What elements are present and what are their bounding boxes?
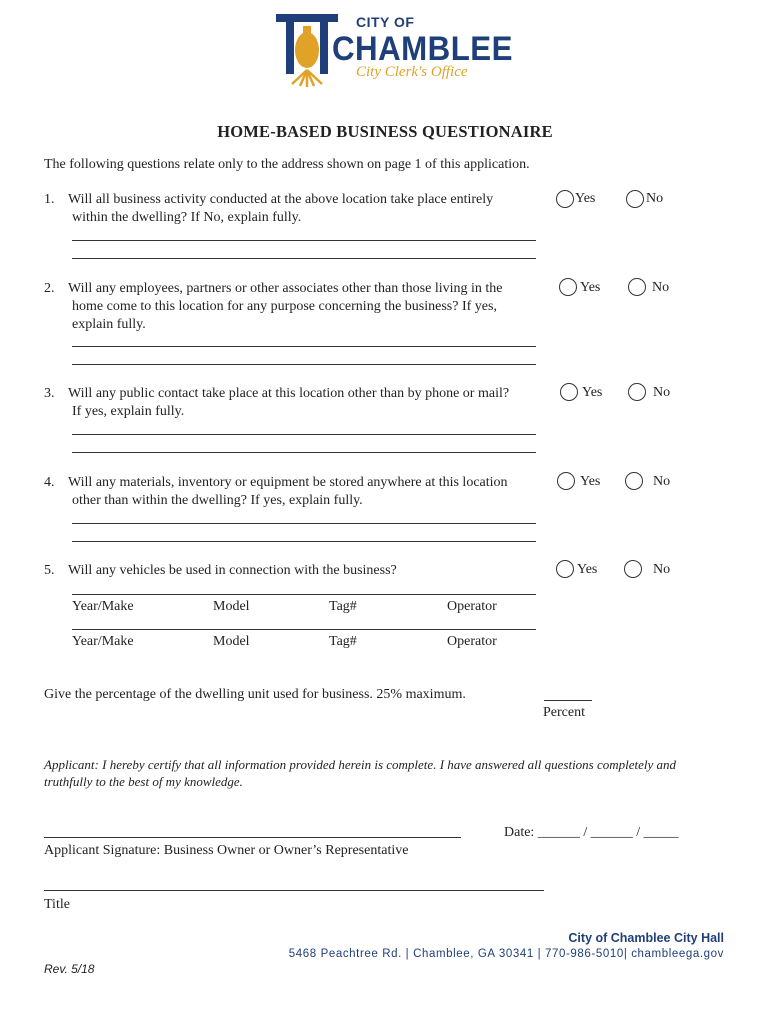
revision-label: Rev. 5/18: [44, 962, 95, 976]
question-4-answer-line-1[interactable]: [72, 523, 536, 524]
form-title: HOME-BASED BUSINESS QUESTIONAIRE: [217, 122, 553, 141]
intro-text: The following questions relate only to the address shown on page 1 of this application.: [44, 157, 530, 172]
question-1-no-label: No: [646, 191, 664, 206]
footer-office: City of Chamblee City Hall: [568, 931, 724, 945]
question-2-yes-radio[interactable]: [559, 278, 577, 296]
percentage-label: Give the percentage of the dwelling unit used for business. 25% maximum.: [44, 687, 466, 702]
percentage-input-line[interactable]: [544, 700, 592, 701]
date-field[interactable]: Date: ______ / ______ / _____: [504, 825, 679, 840]
signature-label: Applicant Signature: Business Owner or Owner’s Representative: [44, 843, 409, 858]
question-2-answer-line-1[interactable]: [72, 346, 536, 347]
question-4-text: Will any materials, inventory or equipment be stored anywhere at this location: [68, 475, 508, 490]
question-4-number: 4.: [44, 475, 55, 490]
question-1-yes-radio[interactable]: [556, 190, 574, 208]
question-3-no-radio[interactable]: [628, 383, 646, 401]
question-2-no-radio[interactable]: [628, 278, 646, 296]
vehicle-1-tag-label: Tag#: [329, 599, 357, 614]
vehicle-2-tag-label: Tag#: [329, 634, 357, 649]
question-2-number: 2.: [44, 281, 55, 296]
vehicle-1-operator-label: Operator: [447, 599, 497, 614]
question-3-number: 3.: [44, 386, 55, 401]
question-4-answer-line-2[interactable]: [72, 541, 536, 542]
vehicle-2-model-label: Model: [213, 634, 250, 649]
vehicle-2-line[interactable]: [72, 629, 536, 630]
title-label: Title: [44, 897, 70, 912]
question-4-text-2: other than within the dwelling? If yes, explain fully.: [72, 493, 363, 508]
signature-line[interactable]: [44, 837, 461, 838]
question-1-number: 1.: [44, 192, 55, 207]
question-2-yes-label: Yes: [580, 280, 601, 295]
question-1-yes-label: Yes: [575, 191, 596, 206]
logo-name-text: CHAMBLEE: [332, 30, 513, 68]
question-3-text-2: If yes, explain fully.: [72, 404, 185, 419]
question-1-text: Will all business activity conducted at the above location take place entirely: [68, 192, 494, 207]
question-3-yes-radio[interactable]: [560, 383, 578, 401]
question-4-no-radio[interactable]: [625, 472, 643, 490]
question-2-answer-line-2[interactable]: [72, 364, 536, 365]
question-1-answer-line-2[interactable]: [72, 258, 536, 259]
question-5-text: Will any vehicles be used in connection with the business?: [68, 563, 397, 578]
vehicle-2-year-make-label: Year/Make: [72, 634, 134, 649]
vehicle-1-line[interactable]: [72, 594, 536, 595]
question-3-no-label: No: [653, 385, 671, 400]
question-4-no-label: No: [653, 474, 671, 489]
question-2-no-label: No: [652, 280, 670, 295]
question-4-yes-label: Yes: [580, 474, 601, 489]
certification-text: Applicant: I hereby certify that all information provided herein is complete. I have answered all questions completely and truthfully to the best of my knowledge.: [44, 757, 677, 789]
question-5-no-radio[interactable]: [624, 560, 642, 578]
footer-address: 5468 Peachtree Rd. | Chamblee, GA 30341 | 770-986-5010| chambleega.gov: [288, 948, 724, 960]
vehicle-1-year-make-label: Year/Make: [72, 599, 134, 614]
logo-city-text: CITY OF: [356, 14, 415, 30]
question-1-answer-line-1[interactable]: [72, 240, 536, 241]
question-5-yes-label: Yes: [577, 562, 598, 577]
question-2-text-3: explain fully.: [72, 317, 146, 332]
question-4-yes-radio[interactable]: [557, 472, 575, 490]
question-3-text: Will any public contact take place at this location other than by phone or mail?: [68, 386, 510, 401]
title-line[interactable]: [44, 890, 544, 891]
percentage-unit: Percent: [543, 705, 585, 720]
question-3-answer-line-2[interactable]: [72, 452, 536, 453]
question-1-no-radio[interactable]: [626, 190, 644, 208]
question-5-number: 5.: [44, 563, 55, 578]
question-5-yes-radio[interactable]: [556, 560, 574, 578]
question-2-text: Will any employees, partners or other associates other than those living in the: [68, 281, 503, 296]
vehicle-1-model-label: Model: [213, 599, 250, 614]
question-1-text-2: within the dwelling? If No, explain fully.: [72, 210, 302, 225]
vehicle-2-operator-label: Operator: [447, 634, 497, 649]
question-3-yes-label: Yes: [582, 385, 603, 400]
question-2-text-2: home come to this location for any purpose concerning the business? If yes,: [72, 299, 497, 314]
logo-office-text: City Clerk's Office: [356, 64, 468, 80]
city-logo: [272, 12, 513, 88]
question-5-no-label: No: [653, 562, 671, 577]
question-3-answer-line-1[interactable]: [72, 434, 536, 435]
